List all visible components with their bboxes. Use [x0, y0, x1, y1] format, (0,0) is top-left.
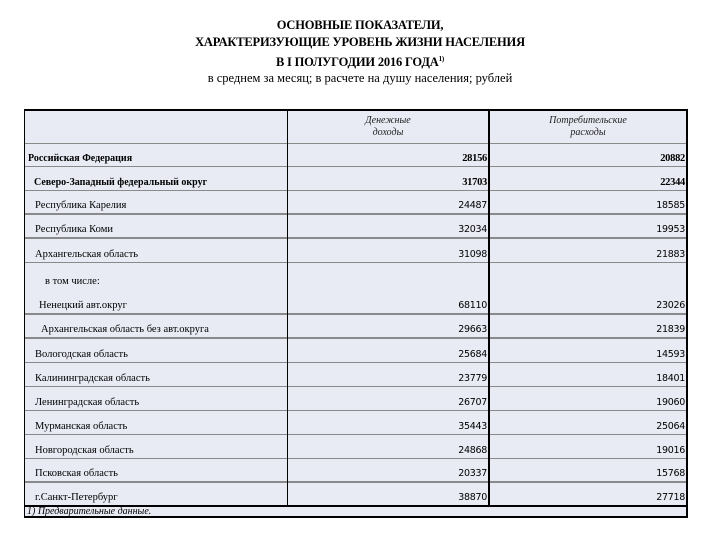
income-value: 29663 — [458, 324, 487, 335]
region-name: Псковская область — [35, 468, 118, 479]
header-income-line1: Денежные — [365, 115, 411, 126]
expenses-value: 14593 — [656, 349, 685, 360]
income-value: 35443 — [458, 421, 487, 432]
table-row — [25, 459, 686, 483]
footnote-marker: 1) — [438, 55, 444, 63]
table-row — [25, 387, 686, 411]
footnote-row — [25, 505, 686, 518]
region-name: Российская Федерация — [28, 153, 133, 164]
expenses-value: 27718 — [656, 492, 685, 503]
income-value: 38870 — [458, 492, 487, 503]
expenses-value: 19953 — [656, 224, 685, 235]
expenses-value: 18401 — [656, 373, 685, 384]
region-name: г.Санкт-Петербург — [35, 492, 118, 503]
table-row — [25, 215, 686, 239]
subtitle: в среднем за месяц; в расчете на душу населения; рублей — [207, 71, 513, 85]
region-name: Ненецкий авт.округ — [39, 300, 127, 311]
region-name: Республика Карелия — [35, 200, 127, 211]
income-value: 28156 — [462, 153, 487, 164]
header-income — [288, 115, 488, 139]
income-value: 32034 — [458, 224, 487, 235]
expenses-value: 23026 — [656, 300, 685, 311]
header-expenses — [490, 115, 686, 139]
title-line-2: ХАРАКТЕРИЗУЮЩИЕ УРОВЕНЬ ЖИЗНИ НАСЕЛЕНИЯ — [195, 35, 525, 49]
region-name: Калининградская область — [35, 373, 150, 384]
column-divider — [287, 111, 288, 506]
title-block — [0, 17, 720, 86]
expenses-value: 21839 — [656, 324, 685, 335]
table-row — [25, 167, 686, 191]
income-value: 31703 — [462, 177, 487, 188]
table-row — [25, 339, 686, 363]
region-name: Новгородская область — [35, 445, 134, 456]
title-line-3 — [0, 51, 720, 71]
expenses-value: 25064 — [656, 421, 685, 432]
table-row — [25, 143, 686, 167]
region-name: Северо-Западный федеральный округ — [34, 177, 208, 188]
table-row — [25, 411, 686, 435]
income-value: 24868 — [458, 445, 487, 456]
income-value: 20337 — [458, 468, 487, 479]
table-header — [25, 111, 686, 144]
header-expenses-line2: расходы — [570, 127, 606, 138]
income-value: 24487 — [458, 200, 487, 211]
table-row — [25, 191, 686, 215]
header-income-line2: доходы — [372, 127, 404, 138]
table-row — [25, 435, 686, 459]
table-row — [25, 315, 686, 339]
table-row — [25, 263, 686, 315]
expenses-value: 18585 — [656, 200, 685, 211]
region-name: Мурманская область — [35, 421, 128, 432]
region-name: Ленинградская область — [35, 397, 140, 408]
income-value: 31098 — [458, 249, 487, 260]
expenses-value: 22344 — [660, 177, 685, 188]
region-name: Республика Коми — [35, 224, 113, 235]
title-line-1: ОСНОВНЫЕ ПОКАЗАТЕЛИ, — [276, 18, 444, 32]
expenses-value: 19060 — [656, 397, 685, 408]
title-line-3-text: В I ПОЛУГОДИИ 2016 ГОДА — [275, 55, 439, 69]
region-name: Вологодская область — [35, 349, 128, 360]
data-table — [24, 109, 688, 518]
region-name: Архангельская область — [35, 249, 139, 260]
expenses-value: 19016 — [656, 445, 685, 456]
table-row — [25, 239, 686, 263]
income-value: 23779 — [458, 373, 487, 384]
header-expenses-line1: Потребительские — [549, 115, 627, 126]
income-value: 68110 — [458, 300, 487, 311]
footnote: 1) Предварительные данные. — [27, 506, 152, 517]
table-row — [25, 363, 686, 387]
region-name: в том числе: — [45, 276, 100, 287]
income-value: 26707 — [458, 397, 487, 408]
income-value: 25684 — [458, 349, 487, 360]
region-name: Архангельская область без авт.округа — [41, 324, 209, 335]
expenses-value: 21883 — [656, 249, 685, 260]
expenses-value: 15768 — [656, 468, 685, 479]
table-row — [25, 483, 686, 505]
expenses-value: 20882 — [660, 153, 685, 164]
column-divider — [488, 111, 490, 506]
